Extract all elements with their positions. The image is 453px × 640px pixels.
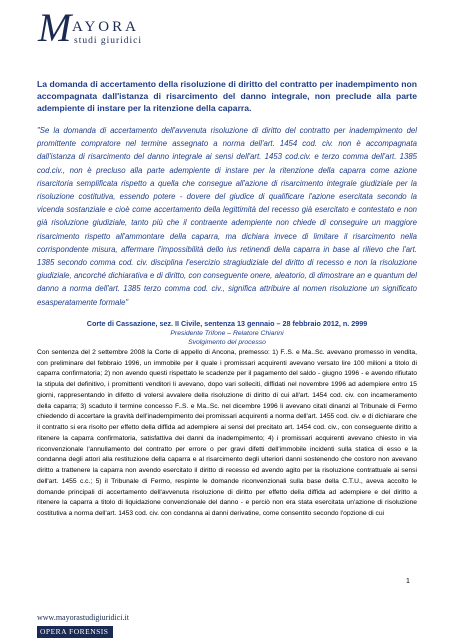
footer-website-link[interactable]: www.mayorastudigiuridici.it: [37, 613, 129, 622]
body-paragraph: Con sentenza del 2 settembre 2008 la Corte di appello di Ancona, premesso: 1) F..S. e Ma..Sc. avevano promesso in vendita, con preliminare del febbraio 1996, un immobile per il quale i promissari acquirenti avevano versato lire 100 milioni a titolo di caparra confirmatoria; 2) non avendo questi rispettato le scadenze per il pagamento del saldo - giugno 1996 - e avendo rifiutato la stipula del definitivo, i promittenti venditori li avevano, dopo vari solleciti, diffidati nel novembre 1996 ad adempiere entro 15 giorni, rappresentando in difetto di volersi avvalere della risoluzione di diritto di cui all'art. 1454 cod. civ. con incameramento della caparra; 3) scaduto il termine concesso F..S. e Ma..Sc. nel dicembre 1996 li avevano citati dinanzi al Tribunale di Fermo chiedendo di accertare la gravità dell'inadempimento dei promissari acquirenti a norma dell'art. 1455 cod. civ. e di dichiarare che il contratto si era risolto per effetto della diffida ad adempiere ai sensi del precitato art. 1454 cod. civ., con conseguente diritto a ritenere la caparra confirmatoria, satisfattiva dei danni da inadempimento; 4) i promissari acquirenti avevano chiesto in via riconvenzionale l'annullamento del contratto per errore o per gravi difetti dell'immobile incidenti sulla statica di esso e la condanna degli attori alla restituzione della caparra e al risarcimento degli ulteriori danni sostenendo che costoro non avevano diritto a trattenere la caparra non avendo esercitato il diritto di recesso ed avendo agito per la risoluzione contrattuale ai sensi dell'art. 1455 c.c.; 5) il Tribunale di Fermo, respinte le domande riconvenzionali sulla base della C.T.U., aveva accolto le domande principali di accertamento dell'avvenuta risoluzione di diritto per effetto della diffida ad adempiere e del diritto a ritenere la caparra a titolo di liquidazione convenzionale del danno - e perciò non era stata esercitata un'azione di risoluzione costitutiva a norma dell'art. 1453 cod. civ. con condanna ai danni derivatine, come consentito secondo l'opzione di cui: [37, 348, 417, 518]
court-reference: Corte di Cassazione, sez. II Civile, sentenza 13 gennaio – 28 febbraio 2012, n. 2999: [86, 318, 368, 328]
logo-subtitle: studi giuridici: [74, 36, 143, 46]
logo: [30, 6, 200, 52]
footer-brand-tag: OPERA FORENSIS: [37, 626, 113, 638]
judges-line: Presidente Trifone – Relatore Chiarini: [170, 329, 284, 337]
logo-name: AYORA: [72, 19, 139, 35]
logo-initial: M: [38, 5, 72, 50]
document-content: [37, 78, 417, 520]
section-title: Svolgimento del processo: [188, 338, 266, 346]
page-number: 1: [406, 578, 410, 585]
maxim-quote: "Se la domanda di accertamento dell'avvenuta risoluzione di diritto del contratto per inadempimento del promittente compratore nel termine assegnato a norma dell'art. 1454 cod. civ. non è accompagnata dall'istanza di risarcimento del danno integrale ai sensi dell'art. 1453 cod.civ. e terzo comma dell'art. 1385 cod.civ., non è precluso alla parte adempiente di instare per la ritenzione della caparra come azione risarcitoria semplificata rispetto a quella che consegue all'azione di risarcimento integrale giudiziale per la risoluzione costitutiva, essendo potere - dovere del giudice di qualificare l'azione esercitata secondo la vicenda sostanziale e cioè come accertamento della legittimità del recesso già esercitato e contestato e non già risoluzione giudiziale, tanto più che il contraente adempiente non chiede di conseguire un maggiore risarcimento rispetto all'ammontare della caparra, ma dichiara invece di limitare il risarcimento nella corrispondente misura, affermare l'impossibilità dello ius retinendi della caparra in base al rilievo che l'art. 1385 secondo comma cod. civ. disciplina l'esercizio stragiudiziale del diritto di recesso e non la risoluzione giudiziale, ancorché dichiarativa e di diritto, con conseguente onere, aleatorio, di dimostrare an e quantum del danno a norma dell'art. 1385 terzo comma cod. civ., significa attribuire al nomen risoluzione un significato esasperatamente formale": [37, 126, 417, 307]
document-heading: La domanda di accertamento della risoluzione di diritto del contratto per inadempimento non accompagnata dall'istanza di risarcimento del danno integrale, non preclude alla parte adempiente di instare per la ritenzione della caparra.: [37, 79, 417, 113]
